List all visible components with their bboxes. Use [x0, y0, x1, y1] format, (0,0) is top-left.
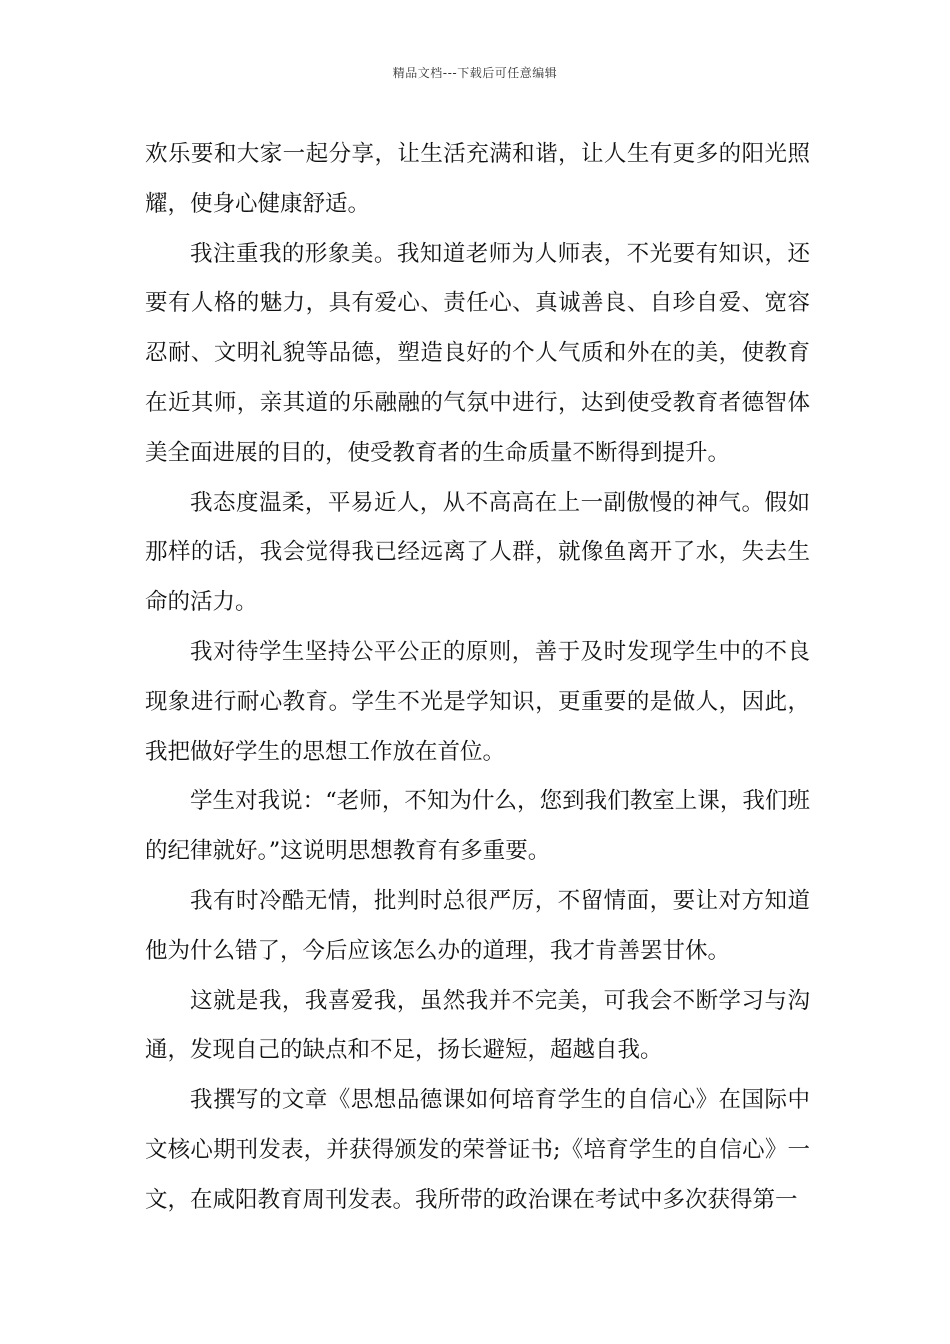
paragraph-8: 我撰写的文章《思想品德课如何培育学生的自信心》在国际中文核心期刊发表，并获得颁发的荣誉证书;《培育学生的自信心》一文，在咸阳教育周刊发表。我所带的政治课在考试中多次获得第一 — [145, 1087, 810, 1213]
paragraph-7: 这就是我，我喜爱我，虽然我并不完美，可我会不断学习与沟通，发现自己的缺点和不足，扬长避短，超越自我。 — [145, 987, 810, 1064]
paragraph-4: 我对待学生坚持公平公正的原则，善于及时发现学生中的不良现象进行耐心教育。学生不光是学知识，更重要的是做人，因此，我把做好学生的思想工作放在首位。 — [145, 638, 810, 765]
document-body — [145, 130, 810, 1226]
paragraph-5: 学生对我说：“老师，不知为什么，您到我们教室上课，我们班的纪律就好。”这说明思想教育有多重要。 — [145, 788, 810, 865]
paragraph-6: 我有时冷酷无情，批判时总很严厉，不留情面，要让对方知道他为什么错了，今后应该怎么办的道理，我才肯善罢甘休。 — [145, 887, 810, 964]
paragraph-1: 欢乐要和大家一起分享，让生活充满和谐，让人生有更多的阳光照耀，使身心健康舒适。 — [145, 141, 810, 217]
page-header: 精品文档---下载后可任意编辑 — [392, 66, 558, 80]
paragraph-2: 我注重我的形象美。我知道老师为人师表，不光要有知识，还要有人格的魅力，具有爱心、责任心、真诚善良、自珍自爱、宽容忍耐、文明礼貌等品德，塑造良好的个人气质和外在的美，使教育在近其师，亲其道的乐融融的气氛中进行，达到使受教育者德智体美全面进展的目的，使受教育者的生命质量不断得到提升。 — [145, 240, 810, 466]
paragraph-3: 我态度温柔，平易近人，从不高高在上一副傲慢的神气。假如那样的话，我会觉得我已经远离了人群，就像鱼离开了水，失去生命的活力。 — [145, 489, 810, 616]
